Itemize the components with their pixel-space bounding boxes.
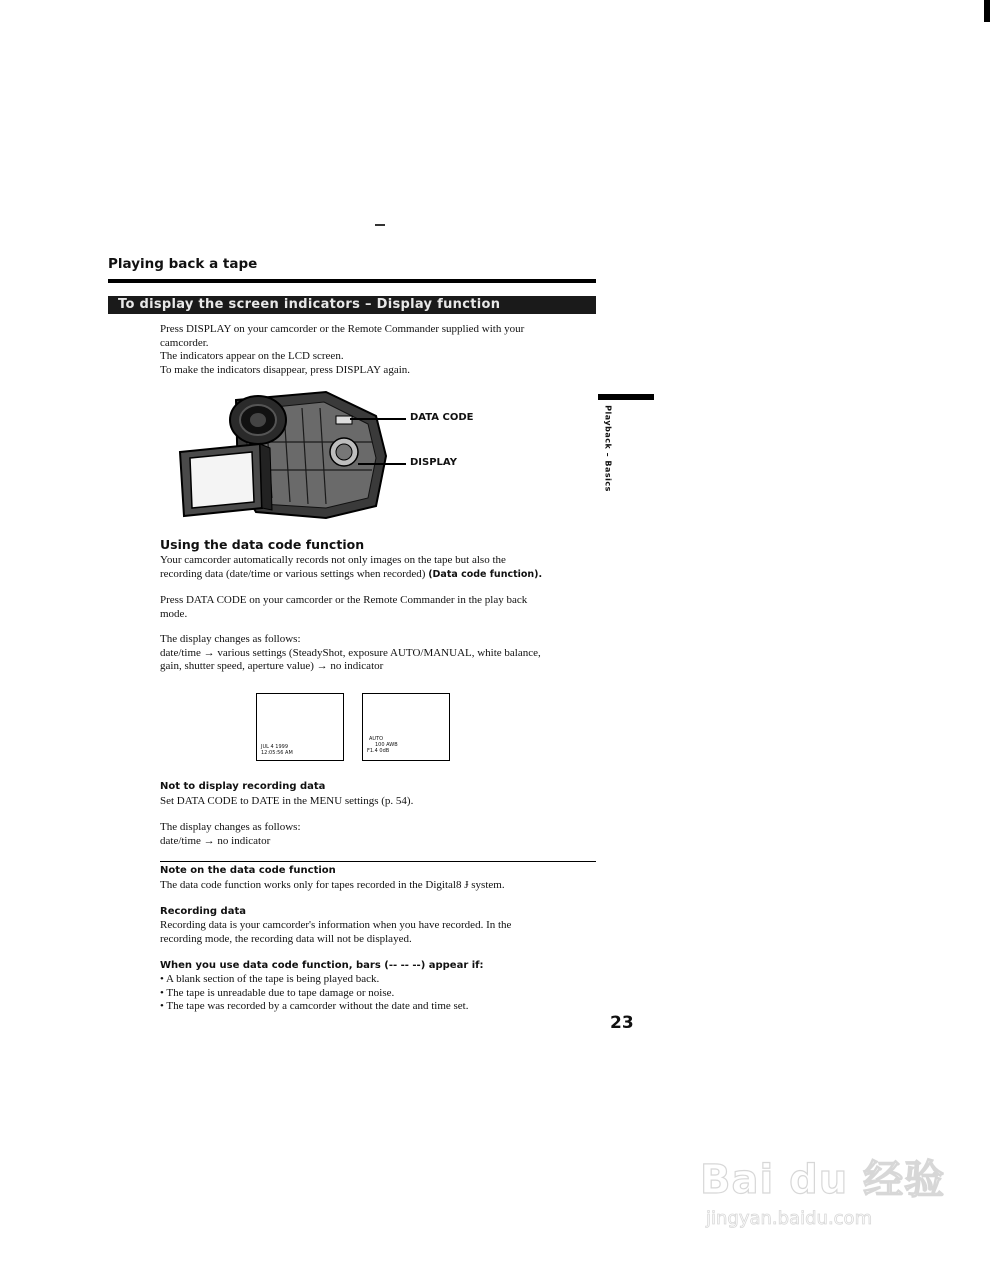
display-callout-line (358, 463, 406, 465)
list-item: • The tape was recorded by a camcorder without the date and time set. (160, 1000, 469, 1012)
display-sequence (160, 633, 610, 674)
paragraph-line: Your camcorder automatically records not only images on the tape but also the (160, 554, 506, 566)
paragraph-line: recording mode, the recording data will not be displayed. (160, 932, 412, 945)
recording-data-heading: Recording data (160, 906, 246, 917)
screen-setting-line: F1.4 0dB (367, 748, 390, 754)
recording-data-paragraph (160, 919, 600, 946)
paragraph-line: date/time → no indicator (160, 834, 271, 847)
title-rule (108, 279, 596, 283)
page-edge-mark (984, 0, 990, 22)
intro-line: Press DISPLAY on your camcorder or the Remote Commander supplied with your (160, 323, 525, 335)
paragraph-line (160, 568, 610, 582)
watermark-url: jingyan.baidu.com (706, 1208, 873, 1229)
paragraph-line: Recording data is your camcorder's information when you have recorded. In the (160, 919, 512, 931)
screen-settings-example (362, 693, 450, 761)
bars-list (160, 973, 600, 1014)
not-display-sequence (160, 821, 600, 848)
not-display-heading: Not to display recording data (160, 781, 326, 792)
page-number: 23 (610, 1013, 634, 1033)
screen-datetime-example (256, 693, 344, 761)
data-code-heading: Using the data code function (160, 537, 365, 552)
screen-time: 12:05:56 AM (261, 750, 293, 756)
page-title: Playing back a tape (108, 256, 258, 272)
screen-setting-line: 100 AWB (375, 742, 398, 748)
screen-date: JUL 4 1999 (261, 744, 289, 750)
paragraph-line: Press DATA CODE on your camcorder or the Remote Commander in the play back (160, 594, 528, 606)
paragraph-text: recording data (date/time or various settings when recorded) (160, 567, 429, 580)
paragraph-line: The display changes as follows: (160, 821, 301, 833)
not-display-instruction: Set DATA CODE to DATE in the MENU settings (p. 54). (160, 795, 414, 807)
paragraph-line: The display changes as follows: (160, 633, 301, 645)
camcorder-illustration (176, 386, 406, 522)
data-code-callout-line (350, 418, 406, 420)
paragraph-line: mode. (160, 607, 188, 620)
baidu-watermark (700, 1120, 950, 1240)
note-text: The data code function works only for tapes recorded in the Digital8 Ɉ system. (160, 879, 505, 891)
data-code-instruction (160, 594, 610, 621)
list-item: • The tape is unreadable due to tape damage or noise. (160, 986, 395, 999)
data-code-paragraph (160, 554, 610, 581)
intro-paragraph (160, 323, 600, 377)
bars-heading: When you use data code function, bars (-- -- --) appear if: (160, 960, 484, 971)
intro-line: To make the indicators disappear, press DISPLAY again. (160, 363, 411, 376)
intro-line: camcorder. (160, 336, 209, 349)
data-code-callout: DATA CODE (410, 412, 474, 423)
list-item: • A blank section of the tape is being played back. (160, 973, 380, 985)
note-rule (160, 861, 596, 862)
display-callout: DISPLAY (410, 457, 457, 468)
emphasis-text: (Data code function). (428, 568, 543, 580)
paragraph-line: date/time → various settings (SteadyShot, exposure AUTO/MANUAL, white balance, (160, 646, 541, 659)
section-banner (108, 296, 596, 314)
watermark-logo-text: Bai du 经验 (700, 1157, 946, 1203)
scan-speck (375, 224, 385, 226)
note-heading: Note on the data code function (160, 865, 336, 876)
section-banner-text: To display the screen indicators – Display function (118, 297, 501, 312)
screen-setting-line: AUTO (369, 736, 384, 742)
side-tab-label: Playback – Basics (603, 405, 613, 492)
intro-line: The indicators appear on the LCD screen. (160, 350, 344, 362)
paragraph-line: gain, shutter speed, aperture value) → no indicator (160, 660, 384, 672)
